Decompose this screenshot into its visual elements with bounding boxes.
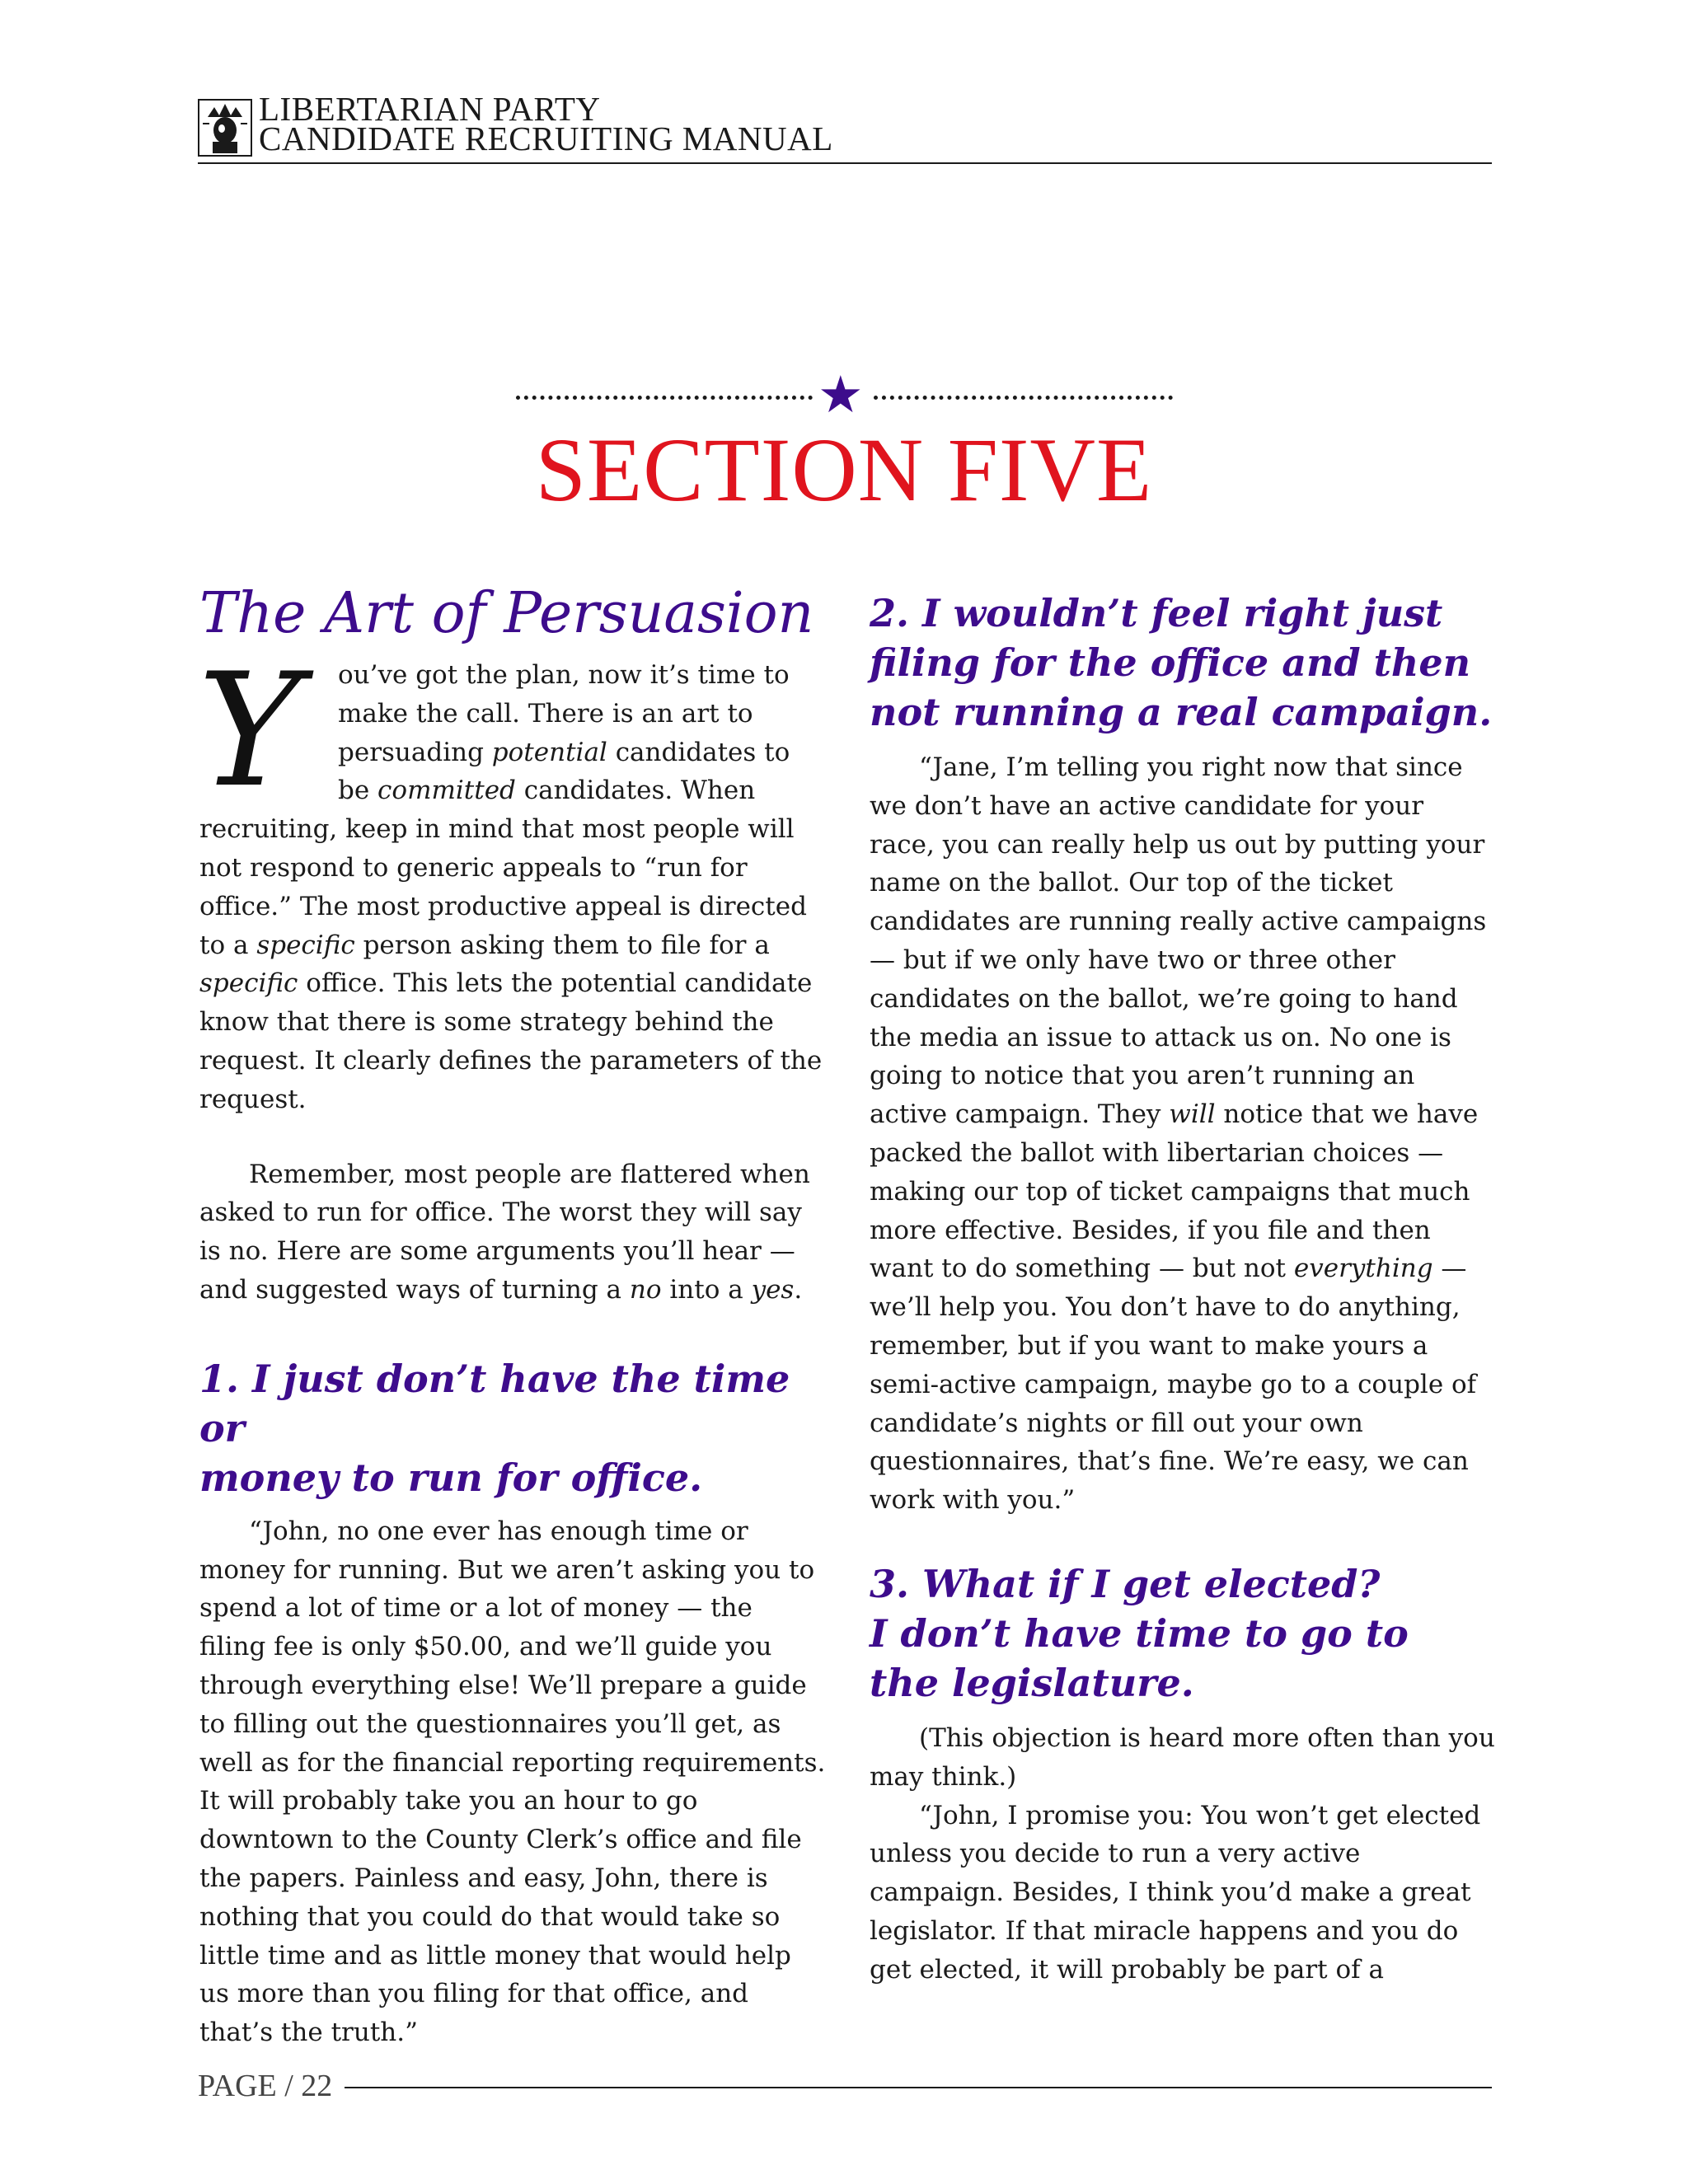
heading-line: 1. I just don’t have the time or xyxy=(199,1356,790,1451)
right-column xyxy=(870,577,1496,1990)
footer-rule xyxy=(345,2087,1492,2088)
emphasis: committed xyxy=(377,776,516,806)
running-header xyxy=(198,92,1492,166)
page-footer xyxy=(198,2067,1492,2108)
emphasis: everything xyxy=(1293,1254,1433,1284)
intro-paragraph xyxy=(198,640,826,1119)
emphasis: will xyxy=(1169,1099,1216,1130)
emphasis: potential xyxy=(491,737,607,767)
text-run: ou’ve got the plan, now it’s time to make the call. There is an art to persuading xyxy=(338,660,790,767)
left-column xyxy=(199,577,826,2052)
heading-line: I don’t have time to go to xyxy=(870,1610,1409,1656)
heading-line: filing for the office and then xyxy=(870,640,1471,685)
header-title xyxy=(259,90,833,157)
page-number: PAGE / 22 xyxy=(198,2069,333,2103)
objection-heading-2 xyxy=(870,588,1496,737)
remember-paragraph xyxy=(199,1155,826,1310)
text-run: . xyxy=(794,1274,803,1305)
objection-heading-1 xyxy=(199,1354,826,1502)
text-run: notice that we have packed the ballot with libertarian choices — making our top of ticket campaigns that much more effective. Besides, if you file and then want to do something — but not xyxy=(870,1099,1479,1284)
text-run: candidates to be xyxy=(338,737,790,806)
drop-cap: Y xyxy=(198,640,302,822)
response-paragraph-2 xyxy=(870,748,1496,1520)
heading-line: money to run for office. xyxy=(199,1455,703,1500)
heading-line: the legislature. xyxy=(870,1660,1194,1705)
text-run: — we’ll help you. You don’t have to do anything, remember, but if you want to make yours a semi-active campaign, maybe go to a couple of candidate’s nights or fill out your own questionnaires, that’s fine. We’re easy, we can work with you.” xyxy=(870,1254,1477,1516)
text-run: into a xyxy=(661,1274,752,1305)
heading-line: 2. I wouldn’t feel right just xyxy=(870,591,1443,635)
star-icon: ★ xyxy=(818,364,864,424)
text-run: Remember, most people are flattered when asked to run for office. The worst they will say is no. Here are some arguments you’ll hear — and suggested ways of turning a xyxy=(199,1159,810,1305)
article-heading: The Art of Persuasion xyxy=(199,581,814,646)
text-run: “Jane, I’m telling you right now that since we don’t have an active candidate for your race, you can really help us out by putting your name on the ballot. Our top of the ticket candidates are running really active campaigns — but if we only have two or three other candidates on the ballot, we’re going to hand the media an issue to attack us on. No one is going to notice that you aren’t running an active campaign. They xyxy=(870,752,1487,1130)
heading-line: not running a real campaign. xyxy=(870,690,1493,734)
dotted-rule-left xyxy=(516,396,813,400)
emphasis: specific xyxy=(256,930,355,960)
section-ornament xyxy=(511,364,1179,424)
text-run: office. This lets the potential candidate know that there is some strategy behind the request. It clearly defines the parameters of the request. xyxy=(199,968,823,1114)
response-paragraph-3: “John, I promise you: You won’t get elected unless you decide to run a very active campaign. Besides, I think you’d make a great legislator. If that miracle happens and you do get elected, it will probably be part of a xyxy=(870,1800,1481,1985)
heading-line: 3. What if I get elected? xyxy=(870,1561,1381,1606)
text-run: candidates. When recruiting, keep in mind that most people will not respond to generic appeals to “run for office.” The most productive appeal is directed to a xyxy=(199,776,807,960)
header-line-2: CANDIDATE RECRUITING MANUAL xyxy=(259,120,833,157)
emphasis: yes xyxy=(751,1274,795,1305)
section-title: SECTION FIVE xyxy=(535,419,1153,520)
dotted-rule-right xyxy=(874,396,1173,400)
aside-paragraph: (This objection is heard more often than you may think.) xyxy=(870,1722,1495,1792)
response-paragraph-1: “John, no one ever has enough time or money for running. But we aren’t asking you to spend a lot of time or a lot of money — the filing fee is only $50.00, and we’ll guide you through everything else! We’ll prepare a guide to filling out the questionnaires you’ll get, as well as for the financial reporting requirements. It will probably take you an hour to go downtown to the County Clerk’s office and file the papers. Painless and easy, John, there is nothing that you could do that would take so little time and as little money that would help us more than you filing for that office, and that’s the truth.” xyxy=(199,1516,826,2048)
statue-of-liberty-icon xyxy=(198,99,252,157)
emphasis: specific xyxy=(199,968,298,999)
header-line-1: LIBERTARIAN PARTY xyxy=(259,90,601,128)
text-run: person asking them to file for a xyxy=(354,930,770,960)
objection-heading-3 xyxy=(870,1559,1496,1708)
header-rule xyxy=(198,162,1492,164)
emphasis: no xyxy=(629,1274,662,1305)
